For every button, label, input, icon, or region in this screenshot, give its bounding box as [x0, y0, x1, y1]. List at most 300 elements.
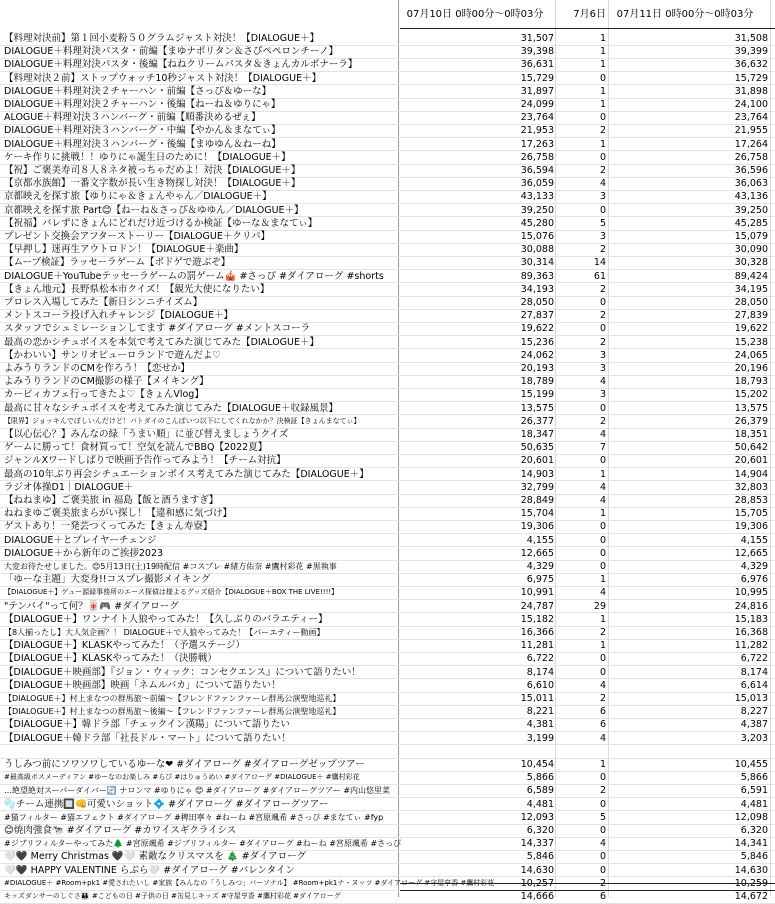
table-row[interactable]: [0, 468, 775, 481]
cell-value[interactable]: 17,264: [734, 138, 768, 150]
cell-value[interactable]: 6: [599, 719, 606, 731]
cell-value[interactable]: 24,100: [734, 99, 768, 110]
cell-value[interactable]: 0: [599, 851, 606, 863]
table-row[interactable]: [0, 243, 775, 256]
cell-title[interactable]: …絶望絶対スーパーダイバー🔄 ナロンマ #ゆりにゃ 😊 #ダイアローグ #ダイアローグツアー #内山悠里菜: [4, 786, 391, 796]
cell-value[interactable]: 4: [599, 587, 606, 599]
cell-value[interactable]: 14,337: [520, 838, 554, 850]
cell-value[interactable]: 50,635: [520, 442, 554, 454]
cell-title[interactable]: 最高の恋かシチュボイスを本気で考えてみた演じてみた【DIALOGUE＋】: [4, 336, 319, 348]
cell-value[interactable]: 5,846: [740, 851, 768, 863]
table-row[interactable]: [0, 600, 775, 613]
table-row[interactable]: [0, 864, 775, 877]
table-row[interactable]: [0, 481, 775, 494]
cell-value[interactable]: 15,182: [520, 613, 554, 625]
cell-value[interactable]: 17,263: [520, 138, 554, 150]
cell-title[interactable]: 京都映えを探す旅【ゆりにゃ＆きょんやゃん／DIALOGUE＋】: [4, 191, 272, 203]
cell-title[interactable]: ALOGUE＋料理対決３ハンバーグ・前編【順番決めるぜぇ】: [4, 112, 261, 124]
table-row[interactable]: [0, 798, 775, 811]
cell-value[interactable]: 12,665: [520, 547, 554, 559]
cell-title[interactable]: DIALOGUE＋料理対決２チャーハン・前編【さっぴ＆ゆーな】: [4, 85, 272, 97]
cell-value[interactable]: 12,665: [734, 547, 768, 559]
cell-value[interactable]: 20,601: [734, 455, 768, 467]
cell-value[interactable]: 8,174: [740, 666, 768, 678]
table-row[interactable]: [0, 771, 775, 784]
table-row[interactable]: [0, 32, 775, 45]
cell-value[interactable]: 0: [599, 561, 606, 572]
cell-value[interactable]: 32,803: [734, 481, 768, 493]
cell-value[interactable]: 0: [599, 521, 606, 533]
cell-title[interactable]: ラジオ体操D1｜DIALOGUE＋: [4, 481, 134, 493]
cell-value[interactable]: 7: [599, 442, 606, 454]
cell-value[interactable]: 1: [599, 138, 606, 150]
cell-value[interactable]: 2: [599, 877, 606, 889]
cell-value[interactable]: 0: [599, 653, 606, 665]
table-row[interactable]: [0, 111, 775, 124]
cell-title[interactable]: 【DIALOGUE＋】村上まなつの群馬旅〜前編〜【フレンドファンファーレ群馬公演聖地巡礼】: [4, 694, 341, 703]
cell-title[interactable]: メントスコーラ投げ入れチャレンジ【DIALOGUE＋】: [4, 310, 234, 322]
cell-value[interactable]: 23,764: [734, 112, 768, 124]
cell-value[interactable]: 24,062: [520, 349, 554, 361]
cell-value[interactable]: 4,481: [526, 798, 554, 810]
cell-value[interactable]: 4: [599, 178, 606, 190]
cell-value[interactable]: 36,594: [520, 165, 554, 176]
table-row[interactable]: [0, 45, 775, 58]
cell-value[interactable]: 18,351: [734, 429, 768, 440]
cell-value[interactable]: 20,601: [520, 455, 554, 467]
cell-title[interactable]: #ジブリフィルターやってみた🌲 #宮原颯希 #ジブリフィルター #ダイアローグ #ねーね #宮原颯希 #さっぴ: [4, 839, 402, 849]
cell-value[interactable]: 30,088: [520, 244, 554, 256]
column-header-0711[interactable]: 07月11日 0時00分～0時03分: [616, 9, 754, 20]
table-row[interactable]: [0, 613, 775, 626]
cell-value[interactable]: 4,329: [740, 561, 768, 572]
cell-value[interactable]: 4: [599, 429, 606, 440]
cell-value[interactable]: 36,631: [520, 59, 554, 71]
cell-title[interactable]: カービィカフェ行ってきたよ♡【きょんVlog】: [4, 389, 204, 401]
cell-value[interactable]: 45,280: [520, 217, 554, 229]
cell-title[interactable]: ゲームに勝って！食材買って！空気を読んでBBQ【2022夏】: [4, 442, 268, 454]
table-row[interactable]: [0, 375, 775, 388]
cell-value[interactable]: 0: [599, 798, 606, 810]
cell-title[interactable]: プロレス入場してみた【新日シンニチイズム】: [4, 297, 203, 308]
cell-value[interactable]: 6,589: [526, 785, 554, 797]
cell-value[interactable]: 1: [599, 59, 606, 71]
cell-value[interactable]: 8,227: [740, 706, 768, 718]
table-row[interactable]: [0, 745, 775, 758]
cell-value[interactable]: 30,314: [520, 257, 554, 269]
cell-title[interactable]: 【料理対決２前】ストップウォッチ10秒ジャスト対決！【DIALOGUE＋】: [4, 72, 322, 84]
cell-value[interactable]: 16,366: [520, 627, 554, 638]
table-row[interactable]: [0, 322, 775, 335]
table-row[interactable]: [0, 732, 775, 745]
cell-value[interactable]: 39,250: [734, 204, 768, 216]
table-row[interactable]: [0, 362, 775, 375]
table-row[interactable]: [0, 415, 775, 428]
table-row[interactable]: [0, 428, 775, 441]
cell-value[interactable]: 1: [599, 99, 606, 110]
table-row[interactable]: [0, 98, 775, 111]
cell-value[interactable]: 4: [599, 481, 606, 493]
cell-title[interactable]: 【DIALOGUE＋映画部】『ジョン・ウィック：コンセクエンス』について語りたい！: [4, 666, 361, 678]
cell-title[interactable]: 【DIALOGUE＋】村上まなつの群馬旅〜後編〜【フレンドファンファーレ群馬公演聖地巡礼】: [4, 707, 341, 717]
cell-value[interactable]: 19,622: [520, 323, 554, 335]
cell-value[interactable]: 39,399: [734, 46, 768, 58]
cell-value[interactable]: 5,846: [526, 851, 554, 863]
cell-value[interactable]: 15,079: [734, 231, 768, 242]
cell-value[interactable]: 3,203: [740, 732, 768, 744]
cell-value[interactable]: 3: [599, 363, 606, 374]
column-header-0710[interactable]: 07月10日 0時00分～0時03分: [406, 9, 544, 20]
cell-title[interactable]: 【かわいい】サンリオピューロランドで遊んだよ♡: [4, 349, 221, 361]
cell-value[interactable]: 5: [599, 811, 606, 823]
column-header-0706[interactable]: 7月6日: [573, 9, 606, 20]
cell-value[interactable]: 30,328: [734, 257, 768, 269]
cell-value[interactable]: 26,379: [734, 415, 768, 427]
cell-value[interactable]: 3,199: [526, 732, 554, 744]
cell-value[interactable]: 43,136: [734, 191, 768, 203]
cell-value[interactable]: 89,424: [734, 270, 768, 282]
cell-value[interactable]: 0: [599, 72, 606, 84]
cell-value[interactable]: 15,013: [734, 693, 768, 704]
cell-value[interactable]: 28,050: [520, 297, 554, 308]
cell-value[interactable]: 26,758: [520, 151, 554, 163]
table-row[interactable]: [0, 494, 775, 507]
cell-title[interactable]: うしみつ前にソワソワしているゆーな❤ #ダイアローグ #ダイアローグゼップツアー: [4, 759, 365, 770]
cell-value[interactable]: 12,098: [734, 811, 768, 823]
cell-title[interactable]: #猫フィルター #猫エフェクト #ダイアローグ #稗田寧々 #ねーね #宮原颯希 #さっぴ #まなてぃ #fyp: [4, 812, 384, 822]
table-row[interactable]: [0, 336, 775, 349]
cell-title[interactable]: DIALOGUE＋から新年のご挨拶2023: [4, 547, 164, 559]
table-row[interactable]: [0, 283, 775, 296]
cell-value[interactable]: 0: [599, 547, 606, 559]
cell-value[interactable]: 15,729: [734, 72, 768, 84]
cell-value[interactable]: 19,306: [734, 521, 768, 533]
table-row[interactable]: [0, 256, 775, 269]
cell-value[interactable]: 6,610: [526, 679, 554, 691]
cell-value[interactable]: 18,789: [520, 376, 554, 388]
cell-value[interactable]: 36,596: [734, 165, 768, 176]
table-row[interactable]: [0, 402, 775, 415]
table-row[interactable]: [0, 441, 775, 454]
table-row[interactable]: [0, 560, 775, 573]
cell-value[interactable]: 23,764: [520, 112, 554, 124]
cell-value[interactable]: 6,722: [740, 653, 768, 665]
cell-value[interactable]: 3: [599, 191, 606, 203]
cell-value[interactable]: 28,853: [734, 495, 768, 506]
cell-title[interactable]: DIALOGUE＋YouTubeテッセーラゲームの罰ゲーム🎪 #さっぴ #ダイアローグ #shorts: [4, 270, 384, 282]
cell-title[interactable]: 【DIALOGUE＋韓ドラ部「社長ドル・マート」について語りたい！: [4, 732, 291, 744]
cell-value[interactable]: 6: [599, 706, 606, 718]
cell-value[interactable]: 4: [599, 838, 606, 850]
cell-value[interactable]: 15,011: [520, 693, 554, 704]
cell-value[interactable]: 2: [599, 627, 606, 638]
cell-value[interactable]: 4,387: [740, 719, 768, 731]
cell-value[interactable]: 2: [599, 693, 606, 704]
cell-value[interactable]: 2: [599, 165, 606, 176]
cell-value[interactable]: 39,250: [520, 204, 554, 216]
cell-title[interactable]: 大変お待たせしました。😊5月13日(土)19時配信 #コスプレ #緒方佑奈 #鷹村彩花 #黒執事: [4, 562, 337, 571]
cell-value[interactable]: 2: [599, 310, 606, 322]
cell-value[interactable]: 2: [599, 336, 606, 348]
cell-value[interactable]: 36,632: [734, 59, 768, 71]
table-row[interactable]: [0, 784, 775, 797]
cell-title[interactable]: 【料理対決前】第１回小麦粉５０グラムジャスト対決！【DIALOGUE＋】: [4, 33, 320, 44]
cell-value[interactable]: 8,174: [526, 666, 554, 678]
cell-value[interactable]: 36,063: [734, 178, 768, 190]
table-row[interactable]: [0, 573, 775, 586]
cell-value[interactable]: 2: [599, 244, 606, 256]
cell-value[interactable]: 13,575: [520, 402, 554, 414]
cell-value[interactable]: 6,320: [526, 825, 554, 836]
cell-value[interactable]: 6,591: [740, 785, 768, 797]
cell-value[interactable]: 2: [599, 415, 606, 427]
cell-title[interactable]: プレゼント交換会アフターストーリー【DIALOGUE＋クリパ】: [4, 231, 271, 242]
cell-value[interactable]: 14,666: [520, 891, 554, 902]
cell-title[interactable]: よみうりランドのCM撮影の様子【メイキング】: [4, 376, 209, 388]
cell-value[interactable]: 14,672: [734, 891, 768, 902]
cell-value[interactable]: 16,368: [734, 627, 768, 638]
cell-value[interactable]: 29: [593, 600, 606, 612]
cell-value[interactable]: 6,614: [740, 679, 768, 691]
cell-value[interactable]: 20,193: [520, 363, 554, 374]
cell-value[interactable]: 4,381: [526, 719, 554, 731]
cell-value[interactable]: 6,320: [740, 825, 768, 836]
cell-value[interactable]: 15,704: [520, 508, 554, 520]
table-row[interactable]: [0, 534, 775, 547]
cell-title[interactable]: 【DIALOGUE＋】ゲュー源録事務所のエース探偵は様よるグッズ紹介【DIALOGUE＋BOX THE LIVE!!!!】: [4, 588, 339, 597]
cell-value[interactable]: 1: [599, 759, 606, 770]
table-row[interactable]: [0, 151, 775, 164]
cell-value[interactable]: 15,076: [520, 231, 554, 242]
table-row[interactable]: [0, 520, 775, 533]
cell-title[interactable]: 京都映えを探す旅 Part😊【ねーね＆さっぴ＆ゆゆん／DIALOGUE＋】: [4, 204, 304, 216]
cell-value[interactable]: 3: [599, 389, 606, 401]
cell-value[interactable]: 28,050: [734, 297, 768, 308]
cell-value[interactable]: 4: [599, 495, 606, 506]
cell-value[interactable]: 27,839: [734, 310, 768, 322]
table-row[interactable]: [0, 652, 775, 665]
cell-value[interactable]: 10,454: [520, 759, 554, 770]
table-row[interactable]: [0, 177, 775, 190]
cell-value[interactable]: 6,722: [526, 653, 554, 665]
table-row[interactable]: [0, 296, 775, 309]
cell-value[interactable]: 1: [599, 468, 606, 480]
cell-value[interactable]: 31,508: [734, 33, 768, 44]
cell-value[interactable]: 10,995: [734, 587, 768, 599]
table-row[interactable]: [0, 190, 775, 203]
table-row[interactable]: [0, 58, 775, 71]
cell-value[interactable]: 15,705: [734, 508, 768, 520]
cell-value[interactable]: [610, 745, 768, 758]
cell-title[interactable]: #DIALOGUE＋ #Room+pk1 #愛されたいし #家族【みんなの「うしみつ」パーソナル】 #Room+pk1ナ・ヌッツ #ダイアローグ #守屋亨香 #鷹村彩花: [4, 878, 495, 887]
cell-value[interactable]: 27,837: [520, 310, 554, 322]
table-row[interactable]: [0, 454, 775, 467]
cell-value[interactable]: 4,329: [526, 561, 554, 572]
cell-title[interactable]: スタッフでシュミレーションしてます #ダイアローグ #メントスコーラ: [4, 323, 311, 335]
cell-value[interactable]: 2: [599, 283, 606, 295]
cell-title[interactable]: 【DIALOGUE＋】韓ドラ部「チェックイン漢陽」について語りたい: [4, 719, 290, 731]
table-row[interactable]: [0, 586, 775, 599]
cell-value[interactable]: 4: [599, 732, 606, 744]
cell-title[interactable]: 【祝福】バレずにきょんにどれだけ近づけるか検証【ゆーな＆まなてぃ】: [4, 217, 318, 229]
table-row[interactable]: [0, 811, 775, 824]
cell-value[interactable]: 0: [599, 666, 606, 678]
cell-title[interactable]: 最高の10年ぶり再会シチュエーションボイス考えてみた演じてみた【DIALOGUE＋】: [4, 468, 369, 480]
cell-title[interactable]: DIALOGUE＋料理対決３ハンバーグ・中編【やかん＆まなてぃ】: [4, 125, 281, 137]
cell-title[interactable]: DIALOGUE＋料理対決パスタ・前編【まゆナポリタン＆さぴペペロンチーノ】: [4, 46, 339, 58]
cell-value[interactable]: 4,481: [740, 798, 768, 810]
cell-title[interactable]: DIALOGUE＋料理対決３ハンバーグ・後編【まゆゆん＆ねーね】: [4, 138, 281, 150]
cell-value[interactable]: 4,155: [740, 534, 768, 546]
table-row[interactable]: [0, 309, 775, 322]
cell-value[interactable]: 31,507: [520, 33, 554, 44]
cell-title[interactable]: ゲストあり！一発芸つくってみた【きょん寿寮】: [4, 521, 213, 533]
cell-title[interactable]: 「ゆーな主題」大変身!!コスプレ撮影メイキング: [4, 574, 211, 586]
cell-value[interactable]: 15,236: [520, 336, 554, 348]
table-row[interactable]: [0, 388, 775, 401]
cell-value[interactable]: 3: [599, 349, 606, 361]
cell-value[interactable]: 0: [599, 455, 606, 467]
cell-value[interactable]: 1: [599, 613, 606, 625]
cell-value[interactable]: 0: [599, 204, 606, 216]
cell-value[interactable]: 34,193: [520, 283, 554, 295]
cell-value[interactable]: 34,195: [734, 283, 768, 295]
cell-title[interactable]: [4, 745, 396, 758]
cell-value[interactable]: 18,347: [520, 429, 554, 440]
cell-value[interactable]: 0: [599, 772, 606, 784]
cell-value[interactable]: 0: [599, 297, 606, 308]
table-row[interactable]: [0, 626, 775, 639]
table-row[interactable]: [0, 692, 775, 705]
table-row[interactable]: [0, 890, 775, 903]
cell-value[interactable]: 4: [599, 376, 606, 388]
cell-title[interactable]: ねねまゆご褒美旅まらがい探し！【違和感に気づけ】: [4, 508, 233, 520]
table-row[interactable]: [0, 85, 775, 98]
cell-value[interactable]: 0: [599, 825, 606, 836]
cell-title[interactable]: 😊焼肉強食🐄 #ダイアローグ #カワイスギクライシス: [4, 825, 237, 836]
cell-title[interactable]: ケーキ作りに挑戦！！ゆりにゃ誕生日のために！【DIALOGUE＋】: [4, 151, 291, 163]
cell-title[interactable]: 🫧チーム連携🔲👊可愛いショット💠 #ダイアローグ #ダイアローグツアー: [4, 798, 329, 810]
cell-title[interactable]: "テンパイ"って何？🀄🎮 #ダイアローグ: [4, 600, 179, 612]
cell-value[interactable]: 31,897: [520, 85, 554, 97]
cell-value[interactable]: 15,729: [520, 72, 554, 84]
cell-value[interactable]: 15,202: [734, 389, 768, 401]
cell-title[interactable]: 🤍🖤 Merry Christmas 🖤🤍 素敵なクリスマスを 🎄 #ダイアローグ: [4, 851, 307, 863]
cell-value[interactable]: 1: [599, 46, 606, 58]
cell-value[interactable]: 15,199: [520, 389, 554, 401]
cell-title[interactable]: 【早押し】迷再生アウトロドン！【DIALOGUE＋楽曲】: [4, 244, 244, 256]
cell-value[interactable]: 0: [599, 323, 606, 335]
cell-value[interactable]: 89,363: [520, 270, 554, 282]
table-row[interactable]: [0, 349, 775, 362]
cell-title[interactable]: 【ねねまゆ】ご褒美旅 in 福島【飯と酒うますぎ】: [4, 495, 219, 506]
cell-value[interactable]: 6: [599, 891, 606, 902]
cell-value[interactable]: 14: [593, 257, 606, 269]
cell-value[interactable]: 43,133: [520, 191, 554, 203]
table-row[interactable]: [0, 124, 775, 137]
cell-value[interactable]: 26,758: [734, 151, 768, 163]
cell-value[interactable]: 19,622: [734, 323, 768, 335]
table-row[interactable]: [0, 204, 775, 217]
cell-title[interactable]: 【ムーブ検証】ラッセーラゲーム【ボドゲで遊ぶぞ】: [4, 257, 231, 269]
table-row[interactable]: [0, 639, 775, 652]
cell-value[interactable]: 0: [599, 534, 606, 546]
cell-value[interactable]: 8,221: [526, 706, 554, 718]
cell-value[interactable]: 2: [599, 785, 606, 797]
cell-value[interactable]: 11,281: [520, 640, 554, 652]
table-row[interactable]: [0, 679, 775, 692]
cell-value[interactable]: 24,816: [734, 600, 768, 612]
table-row[interactable]: [0, 837, 775, 850]
cell-value[interactable]: 21,955: [734, 125, 768, 137]
cell-title[interactable]: #最高級ボスメーディアン #ゆーなのお楽しみ #らび #はりゅうめい #ダイアローグ #DIALOGUE＋ #鷹村彩花: [4, 773, 360, 782]
table-row[interactable]: [0, 824, 775, 837]
cell-value[interactable]: 14,341: [734, 838, 768, 850]
cell-title[interactable]: 【DIALOGUE＋】KLASKやってみた！（決勝戦）: [4, 653, 217, 665]
cell-value[interactable]: 14,903: [520, 468, 554, 480]
cell-title[interactable]: 【DIALOGUE＋】KLASKやってみた！（予選ステージ）: [4, 640, 245, 652]
cell-value[interactable]: 1: [599, 85, 606, 97]
cell-value[interactable]: 10,257: [520, 877, 554, 889]
cell-value[interactable]: 28,849: [520, 495, 554, 506]
table-row[interactable]: [0, 164, 775, 177]
cell-value[interactable]: 1: [599, 640, 606, 652]
cell-value[interactable]: 10,455: [734, 759, 768, 770]
cell-value[interactable]: [556, 745, 606, 758]
table-row[interactable]: [0, 507, 775, 520]
cell-value[interactable]: [400, 745, 554, 758]
table-row[interactable]: [0, 705, 775, 718]
cell-value[interactable]: 6,975: [526, 574, 554, 586]
cell-value[interactable]: 0: [599, 402, 606, 414]
cell-value[interactable]: 21,953: [520, 125, 554, 137]
cell-value[interactable]: 0: [599, 151, 606, 163]
cell-title[interactable]: 【以心伝心？】みんなの緑「うまい順」に並び替えましょうクイズ: [4, 429, 289, 440]
cell-value[interactable]: 15,183: [734, 613, 768, 625]
cell-value[interactable]: 4,155: [526, 534, 554, 546]
cell-value[interactable]: 11,282: [734, 640, 768, 652]
cell-value[interactable]: 14,630: [520, 864, 554, 876]
cell-title[interactable]: 【8人揃ったし】大人気企画？！ DIALOGUE＋で人狼やってみた！【パーエティー動画】: [4, 628, 325, 637]
cell-title[interactable]: 🤍🖤 HAPPY VALENTINE らぶら🤍 #ダイアローグ #バレンタイン: [4, 864, 295, 876]
cell-title[interactable]: DIALOGUE＋とプレイヤーチェンジ: [4, 534, 157, 546]
cell-value[interactable]: 36,059: [520, 178, 554, 190]
table-row[interactable]: [0, 72, 775, 85]
cell-title[interactable]: キッズダンサーのしぐさ👪 #こどもの日 #子供の日 #缶見しキッズ #守屋亨香 #鷹村彩花 #ダイアローグ: [4, 892, 341, 900]
cell-title[interactable]: 【祝】ご褒美寿司８人８ネタ被っちゃだめよ！対決【DIALOGUE＋】: [4, 165, 301, 176]
cell-value[interactable]: 3: [599, 231, 606, 242]
cell-value[interactable]: 32,799: [520, 481, 554, 493]
table-row[interactable]: [0, 850, 775, 863]
cell-title[interactable]: 【DIALOGUE＋】ワンナイト人狼やってみた！【久しぶりのバラエティー】: [4, 613, 328, 625]
cell-value[interactable]: 14,904: [734, 468, 768, 480]
cell-value[interactable]: 61: [593, 270, 606, 282]
cell-value[interactable]: 15,238: [734, 336, 768, 348]
cell-value[interactable]: 1: [599, 33, 606, 44]
table-row[interactable]: [0, 217, 775, 230]
cell-value[interactable]: 5,866: [526, 772, 554, 784]
table-row[interactable]: [0, 666, 775, 679]
cell-value[interactable]: 31,898: [734, 85, 768, 97]
cell-value[interactable]: 24,099: [520, 99, 554, 110]
cell-value[interactable]: 1: [599, 574, 606, 586]
cell-title[interactable]: 【DIALOGUE＋映画部】映画「ネムルバカ」について語りたい！: [4, 679, 281, 691]
table-row[interactable]: [0, 758, 775, 771]
cell-value[interactable]: 18,793: [734, 376, 768, 388]
cell-value[interactable]: 6,976: [740, 574, 768, 586]
cell-title[interactable]: 最高に甘々なシチュボイスを考えてみた演じてみた【DIALOGUE＋収録風景】: [4, 402, 338, 414]
cell-value[interactable]: 5: [599, 217, 606, 229]
